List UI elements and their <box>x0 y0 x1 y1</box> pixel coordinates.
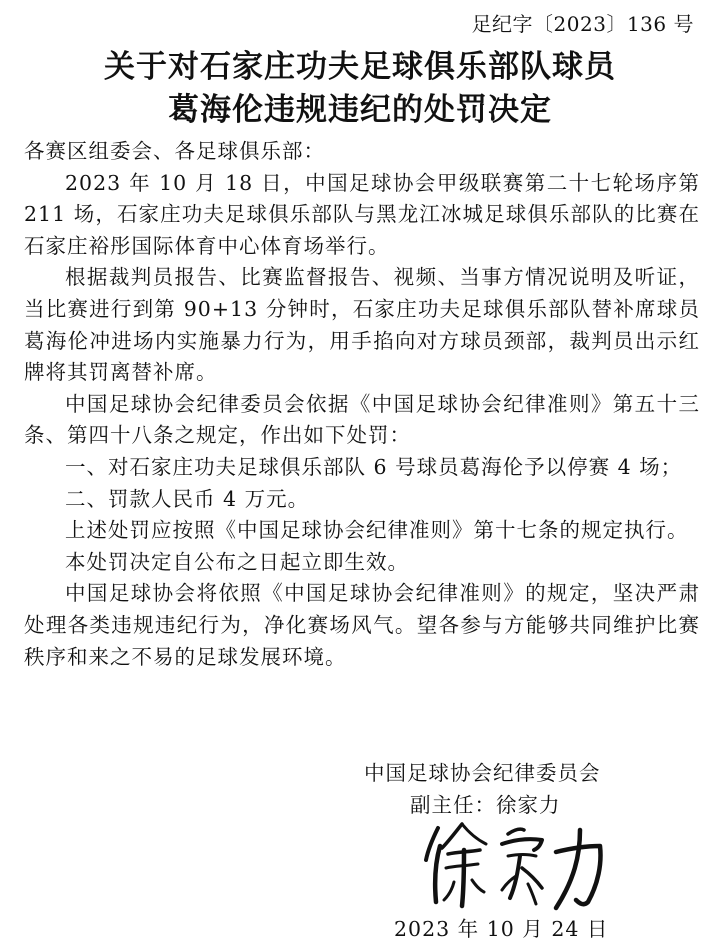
paragraph-legal-basis: 中国足球协会纪律委员会依据《中国足球协会纪律准则》第五十三条、第四十八条之规定，作出如下处罚： <box>24 391 700 448</box>
signing-role: 副主任：徐家力 <box>410 793 561 817</box>
paragraph-incident: 根据裁判员报告、比赛监督报告、视频、当事方情况说明及听证，当比赛进行到第 90+13 分钟时，石家庄功夫足球俱乐部队替补席球员葛海伦冲进场内实施暴力行为，用手掐向对方球员颈部，裁判员出示红牌将其罚离替补席。 <box>24 265 700 385</box>
document-body <box>24 136 700 673</box>
paragraph-execution: 上述处罚应按照《中国足球协会纪律准则》第十七条的规定执行。 <box>65 518 689 543</box>
penalty-item-suspension: 一、对石家庄功夫足球俱乐部队 6 号球员葛海伦予以停赛 4 场； <box>65 454 683 479</box>
document-date: 2023 年 10 月 24 日 <box>394 917 609 941</box>
paragraph-closing: 中国足球协会将依照《中国足球协会纪律准则》的规定，坚决严肃处理各类违规违纪行为，净化赛场风气。望各参与方能够共同维护比赛秩序和来之不易的足球发展环境。 <box>24 581 700 669</box>
document-title-line-2: 葛海伦违规违纪的处罚决定 <box>168 92 552 128</box>
paragraph-effective: 本处罚决定自公布之日起立即生效。 <box>65 549 409 574</box>
document-title-line-1: 关于对石家庄功夫足球俱乐部队球员 <box>104 49 616 85</box>
signing-organization: 中国足球协会纪律委员会 <box>364 761 601 785</box>
paragraph-match-info: 2023 年 10 月 18 日，中国足球协会甲级联赛第二十七轮场序第 211 场，石家庄功夫足球俱乐部队与黑龙江冰城足球俱乐部队的比赛在石家庄裕彤国际体育中心体育场举行。 <box>24 170 700 258</box>
penalty-item-fine: 二、罚款人民币 4 万元。 <box>65 486 310 511</box>
salutation: 各赛区组委会、各足球俱乐部： <box>24 139 325 163</box>
handwritten-signature <box>424 820 614 920</box>
document-number: 足纪字〔2023〕136 号 <box>471 12 694 36</box>
